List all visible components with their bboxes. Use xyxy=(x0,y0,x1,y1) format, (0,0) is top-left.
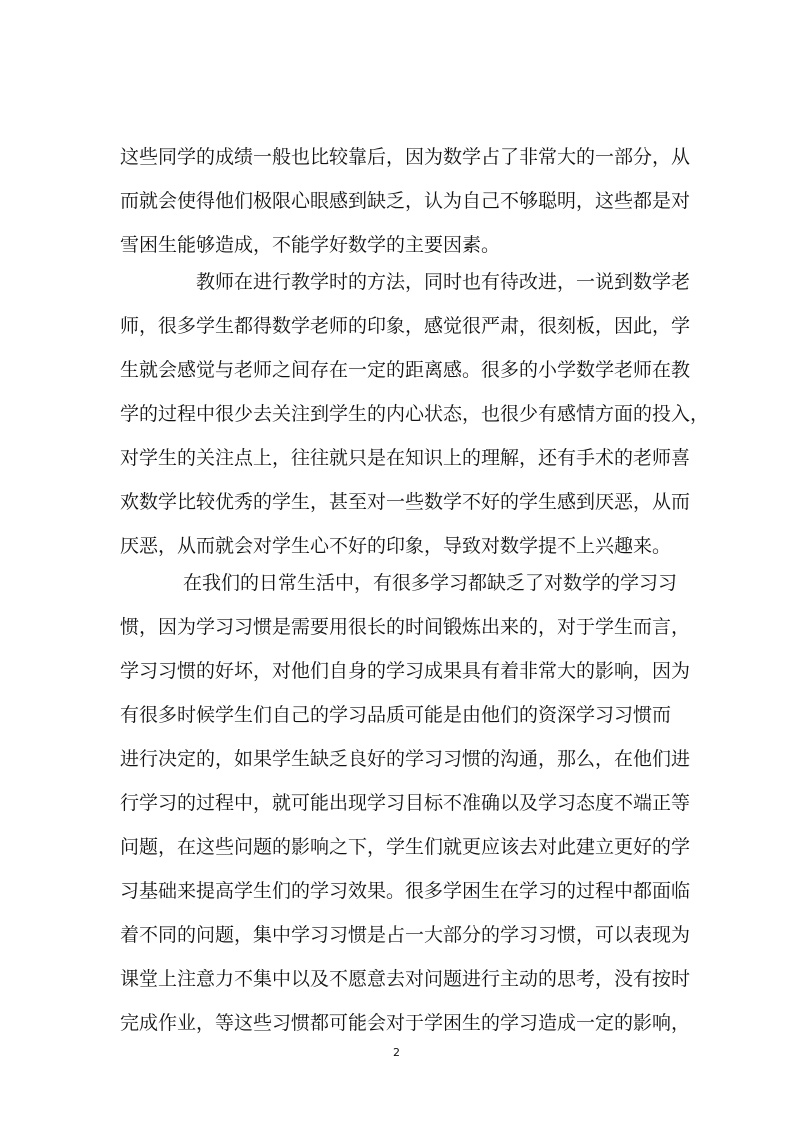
text-line: 进行决定的，如果学生缺乏良好的学习习惯的沟通，那么，在他们进 xyxy=(120,748,691,770)
text-line: 着不同的问题，集中学习习惯是占一大部分的学习习惯，可以表现为 xyxy=(120,924,691,946)
text-line: 厌恶，从而就会对学生心不好的印象，导致对数学提不上兴趣来。 xyxy=(120,535,672,557)
text-line: 习基础来提高学生们的学习效果。很多学困生在学习的过程中都面临 xyxy=(120,880,691,902)
text-line: 师，很多学生都得数学老师的印象，感觉很严肃，很刻板，因此，学 xyxy=(120,315,691,337)
text-line: 课堂上注意力不集中以及不愿意去对问题进行主动的思考，没有按时 xyxy=(120,968,691,990)
text-line: 教师在进行教学时的方法，同时也有待改进，一说到数学老 xyxy=(196,271,691,293)
text-line: 学的过程中很少去关注到学生的内心状态，也很少有感情方面的投入， xyxy=(120,403,710,425)
text-line: 学习习惯的好坏，对他们自身的学习成果具有着非常大的影响，因为 xyxy=(120,660,691,682)
text-line: 对学生的关注点上，往往就只是在知识上的理解，还有手术的老师喜 xyxy=(120,447,691,469)
text-line: 行学习的过程中，就可能出现学习目标不准确以及学习态度不端正等 xyxy=(120,792,691,814)
text-line: 在我们的日常生活中，有很多学习都缺乏了对数学的学习习 xyxy=(183,572,678,594)
text-line: 生就会感觉与老师之间存在一定的距离感。很多的小学数学老师在教 xyxy=(120,359,691,381)
text-line: 这些同学的成绩一般也比较靠后，因为数学占了非常大的一部分，从 xyxy=(120,146,691,168)
page-number: 2 xyxy=(393,1046,400,1059)
text-line: 而就会使得他们极限心眼感到缺乏，认为自己不够聪明，这些都是对 xyxy=(120,190,691,212)
text-line: 欢数学比较优秀的学生，甚至对一些数学不好的学生感到厌恶，从而 xyxy=(120,491,691,513)
text-line: 问题，在这些问题的影响之下，学生们就更应该去对此建立更好的学 xyxy=(120,836,691,858)
text-line: 雪困生能够造成，不能学好数学的主要因素。 xyxy=(120,234,501,256)
text-line: 完成作业，等这些习惯都可能会对于学困生的学习造成一定的影响， xyxy=(120,1012,691,1034)
text-line: 惯，因为学习习惯是需要用很长的时间锻炼出来的，对于学生而言， xyxy=(120,616,691,638)
text-line: 有很多时候学生们自己的学习品质可能是由他们的资深学习习惯而 xyxy=(120,704,672,726)
